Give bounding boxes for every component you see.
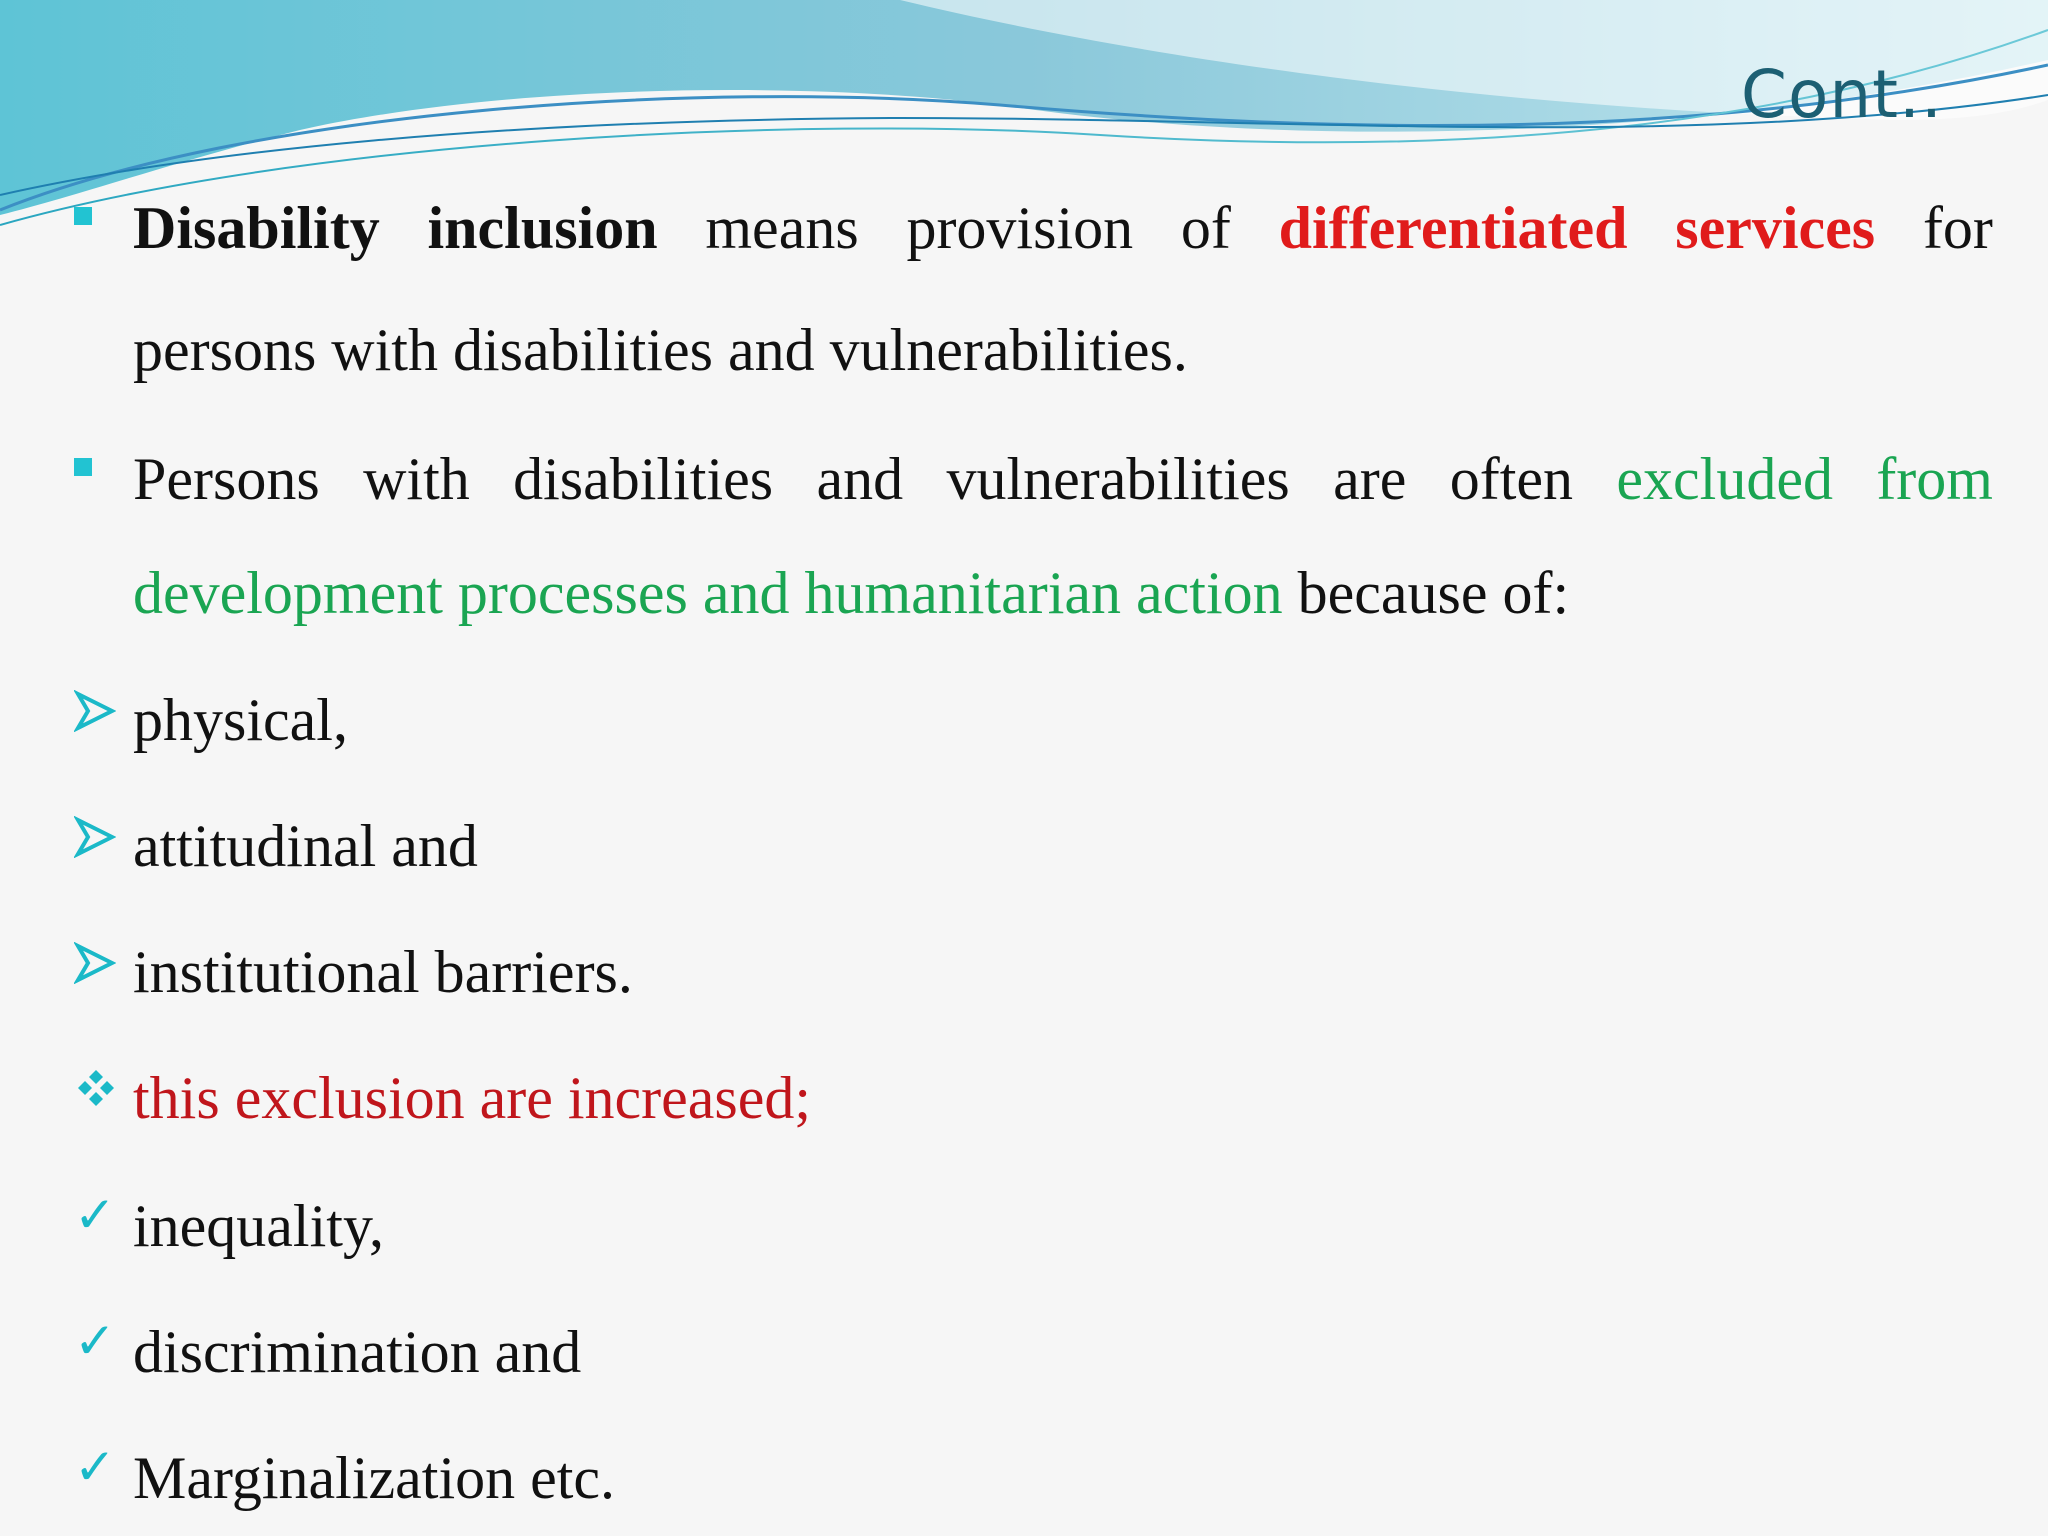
green-emphasis: from <box>1876 446 1993 512</box>
barrier-item: attitudinal and <box>133 813 478 879</box>
bullet-disability-inclusion-line2: persons with disabilities and vulnerabilities. <box>133 317 1188 383</box>
barrier-item: institutional barriers. <box>133 939 633 1005</box>
factor-item: Marginalization etc. <box>133 1445 616 1511</box>
bullet-disability-inclusion-line1 <box>133 192 1993 264</box>
red-emphasis: differentiated <box>1278 195 1628 261</box>
bullet-persons-excluded-line2 <box>133 557 1993 629</box>
bold-term: inclusion <box>427 195 658 261</box>
word: means <box>705 195 859 261</box>
arrow-bullet-icon <box>74 816 116 858</box>
word: provision <box>906 195 1134 261</box>
bullet-persons-excluded-line1 <box>133 443 1993 515</box>
word: for <box>1922 195 1993 261</box>
bold-term: Disability <box>133 195 380 261</box>
word: are <box>1333 446 1407 512</box>
arrow-bullet-icon <box>74 942 116 984</box>
green-emphasis: excluded <box>1616 446 1833 512</box>
word: of <box>1180 195 1231 261</box>
arrow-bullet-icon <box>74 690 116 732</box>
factor-item: inequality, <box>133 1193 385 1259</box>
exclusion-heading: this exclusion are increased; <box>133 1065 812 1131</box>
red-emphasis: services <box>1675 195 1876 261</box>
word: Persons <box>133 446 320 512</box>
word: and <box>816 446 904 512</box>
word: disabilities <box>513 446 774 512</box>
green-emphasis: development processes and humanitarian action <box>133 560 1283 626</box>
word: because of: <box>1282 560 1570 626</box>
word: often <box>1449 446 1574 512</box>
checkmark-icon: ✓ <box>74 1438 116 1496</box>
barrier-item: physical, <box>133 687 348 753</box>
diamond-cluster-icon <box>76 1068 116 1108</box>
square-bullet-icon <box>74 207 92 225</box>
square-bullet-icon <box>74 458 92 476</box>
word: with <box>363 446 470 512</box>
word: vulnerabilities <box>946 446 1290 512</box>
checkmark-icon: ✓ <box>74 1312 116 1370</box>
slide-title: Cont.. <box>1740 56 1943 133</box>
factor-item: discrimination and <box>133 1319 582 1385</box>
checkmark-icon: ✓ <box>74 1186 116 1244</box>
